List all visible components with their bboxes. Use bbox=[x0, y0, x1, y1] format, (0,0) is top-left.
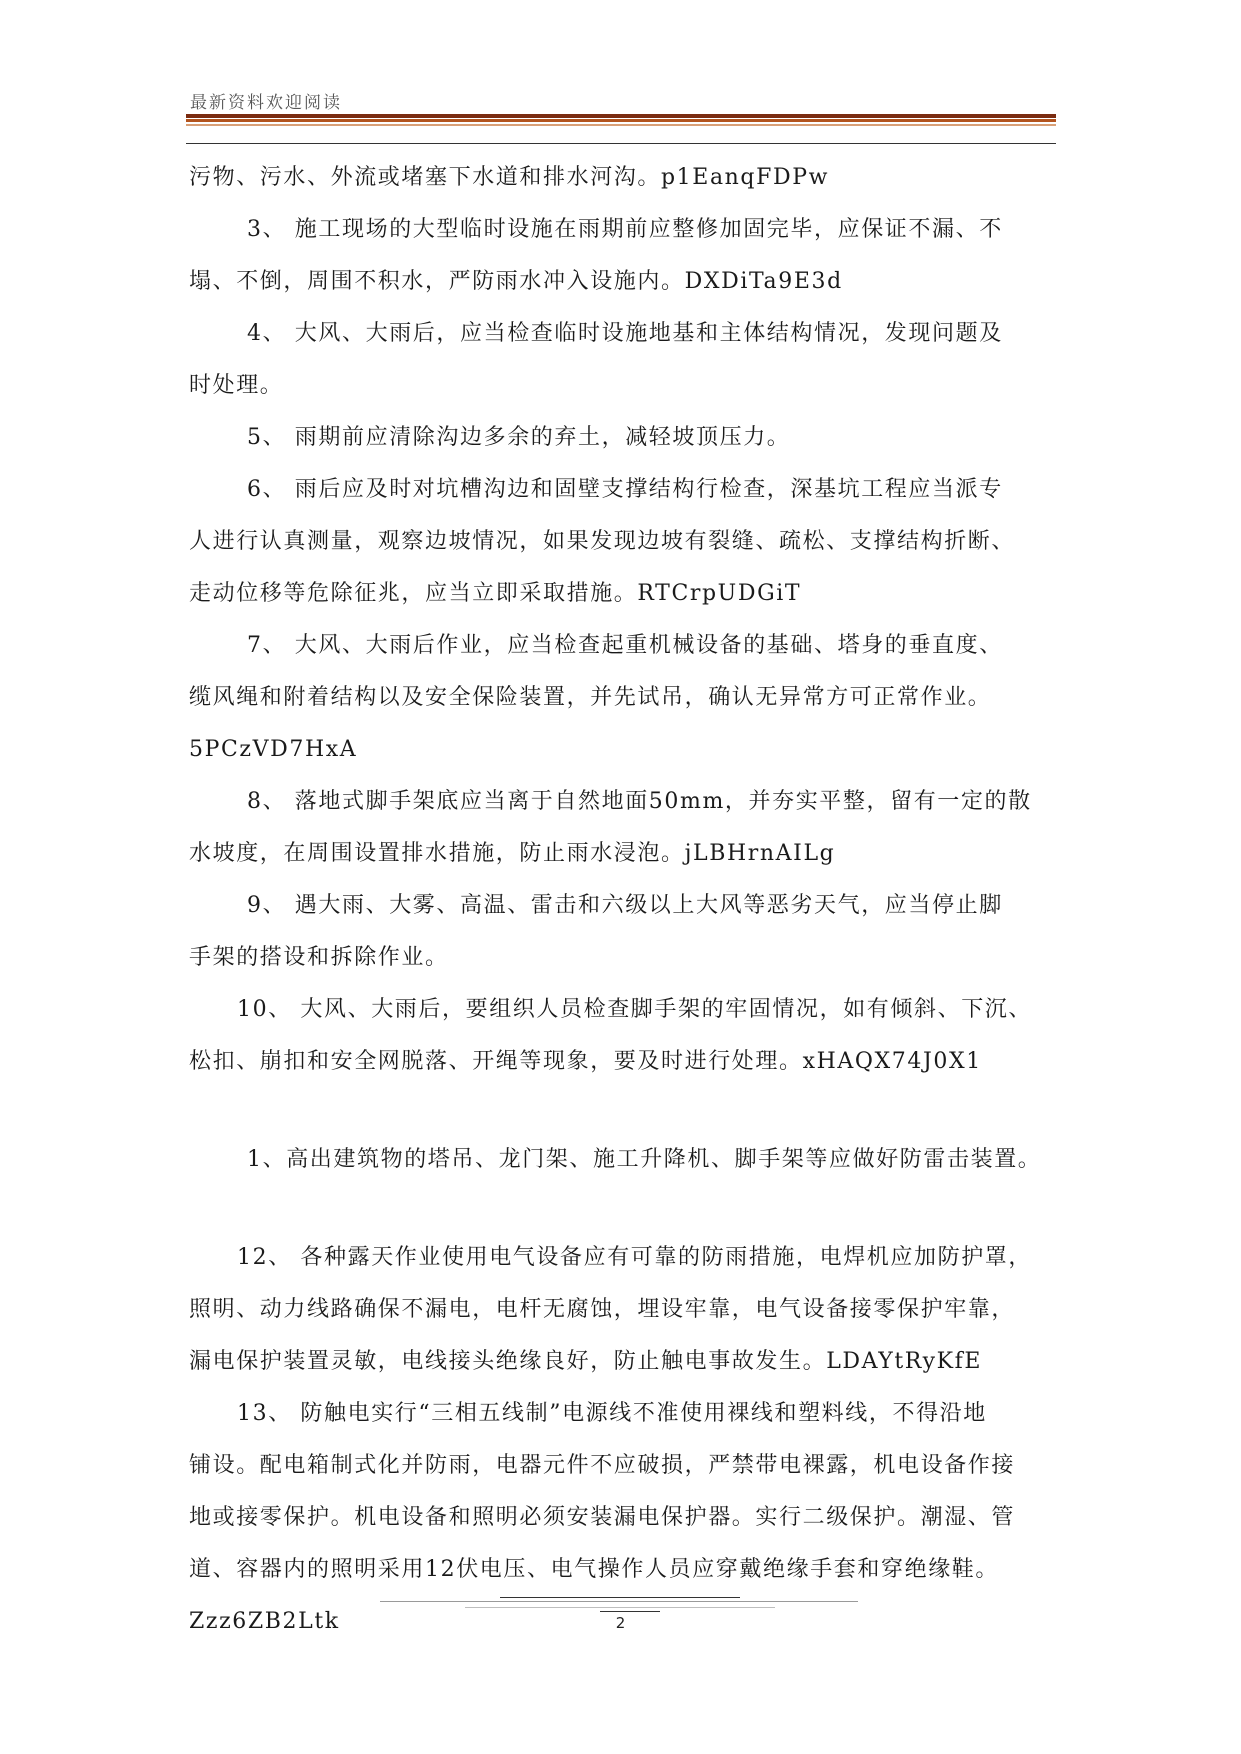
paragraph-line: 4、 大风、大雨后，应当检查临时设施地基和主体结构情况，发现问题及 bbox=[247, 321, 1003, 346]
paragraph-line: 手架的搭设和拆除作业。 bbox=[189, 945, 449, 970]
paragraph-line: 塌、不倒，周围不积水，严防雨水冲入设施内。DXDiTa9E3d bbox=[189, 269, 843, 294]
paragraph-line: 污物、污水、外流或堵塞下水道和排水河沟。p1EanqFDPw bbox=[189, 165, 830, 190]
paragraph-line: 12、 各种露天作业使用电气设备应有可靠的防雨措施，电焊机应加防护罩， bbox=[237, 1245, 1032, 1270]
header-rule-mid bbox=[186, 119, 1056, 122]
document-body bbox=[189, 152, 1064, 1648]
paragraph-line: 缆风绳和附着结构以及安全保险装置，并先试吊，确认无异常方可正常作业。 bbox=[189, 685, 992, 710]
paragraph-line: Zzz6ZB2Ltk bbox=[189, 1609, 340, 1634]
header-rule-dark bbox=[186, 114, 1056, 118]
paragraph-line: 1、高出建筑物的塔吊、龙门架、施工升降机、脚手架等应做好防雷击装置。 bbox=[247, 1147, 1042, 1172]
paragraph-line: 地或接零保护。机电设备和照明必须安装漏电保护器。实行二级保护。潮湿、管 bbox=[189, 1505, 1016, 1530]
footer-rule-top bbox=[500, 1597, 740, 1598]
header-rule-thin bbox=[186, 143, 1056, 144]
paragraph-line: 7、 大风、大雨后作业，应当检查起重机械设备的基础、塔身的垂直度、 bbox=[247, 633, 1003, 658]
paragraph-line: 漏电保护装置灵敏，电线接头绝缘良好，防止触电事故发生。LDAYtRyKfE bbox=[189, 1349, 983, 1374]
paragraph-line: 5、 雨期前应清除沟边多余的弃土，减轻坡顶压力。 bbox=[247, 425, 791, 450]
header-rule-light bbox=[186, 124, 1056, 126]
paragraph-line: 水坡度，在周围设置排水措施，防止雨水浸泡。jLBHrnAILg bbox=[189, 841, 836, 866]
paragraph-line: 13、 防触电实行“三相五线制”电源线不准使用裸线和塑料线，不得沿地 bbox=[237, 1401, 987, 1426]
page-number: 2 bbox=[615, 1614, 626, 1632]
paragraph-line: 铺设。配电箱制式化并防雨，电器元件不应破损，严禁带电裸露，机电设备作接 bbox=[189, 1453, 1016, 1478]
paragraph-line: 道、容器内的照明采用12伏电压、电气操作人员应穿戴绝缘手套和穿绝缘鞋。 bbox=[189, 1557, 999, 1582]
footer-rule-long bbox=[380, 1601, 858, 1602]
paragraph-gap bbox=[189, 1088, 1064, 1134]
page-header: 最新资料欢迎阅读 bbox=[190, 93, 342, 113]
paragraph-line: 9、 遇大雨、大雾、高温、雷击和六级以上大风等恶劣天气，应当停止脚 bbox=[247, 893, 1003, 918]
paragraph-line: 5PCzVD7HxA bbox=[189, 737, 358, 762]
paragraph-line: 3、 施工现场的大型临时设施在雨期前应整修加固完毕，应保证不漏、不 bbox=[247, 217, 1003, 242]
paragraph-line: 松扣、崩扣和安全网脱落、开绳等现象，要及时进行处理。xHAQX74J0X1 bbox=[189, 1049, 982, 1074]
paragraph-line: 时处理。 bbox=[189, 373, 284, 398]
paragraph-line: 6、 雨后应及时对坑槽沟边和固壁支撑结构行检查，深基坑工程应当派专 bbox=[247, 477, 1003, 502]
paragraph-line: 走动位移等危除征兆，应当立即采取措施。RTCrpUDGiT bbox=[189, 581, 802, 606]
paragraph-line: 8、 落地式脚手架底应当离于自然地面50mm，并夯实平整，留有一定的散 bbox=[247, 789, 1032, 814]
paragraph-line: 人进行认真测量，观察边坡情况，如果发现边坡有裂缝、疏松、支撑结构折断、 bbox=[189, 529, 1016, 554]
footer-rule-light bbox=[465, 1607, 775, 1608]
paragraph-line: 10、 大风、大雨后，要组织人员检查脚手架的牢固情况，如有倾斜、下沉、 bbox=[237, 997, 1032, 1022]
footer-rule-short bbox=[600, 1611, 660, 1612]
paragraph-gap bbox=[189, 1186, 1064, 1232]
paragraph-line: 照明、动力线路确保不漏电，电杆无腐蚀，埋设牢靠，电气设备接零保护牢靠， bbox=[189, 1297, 1016, 1322]
